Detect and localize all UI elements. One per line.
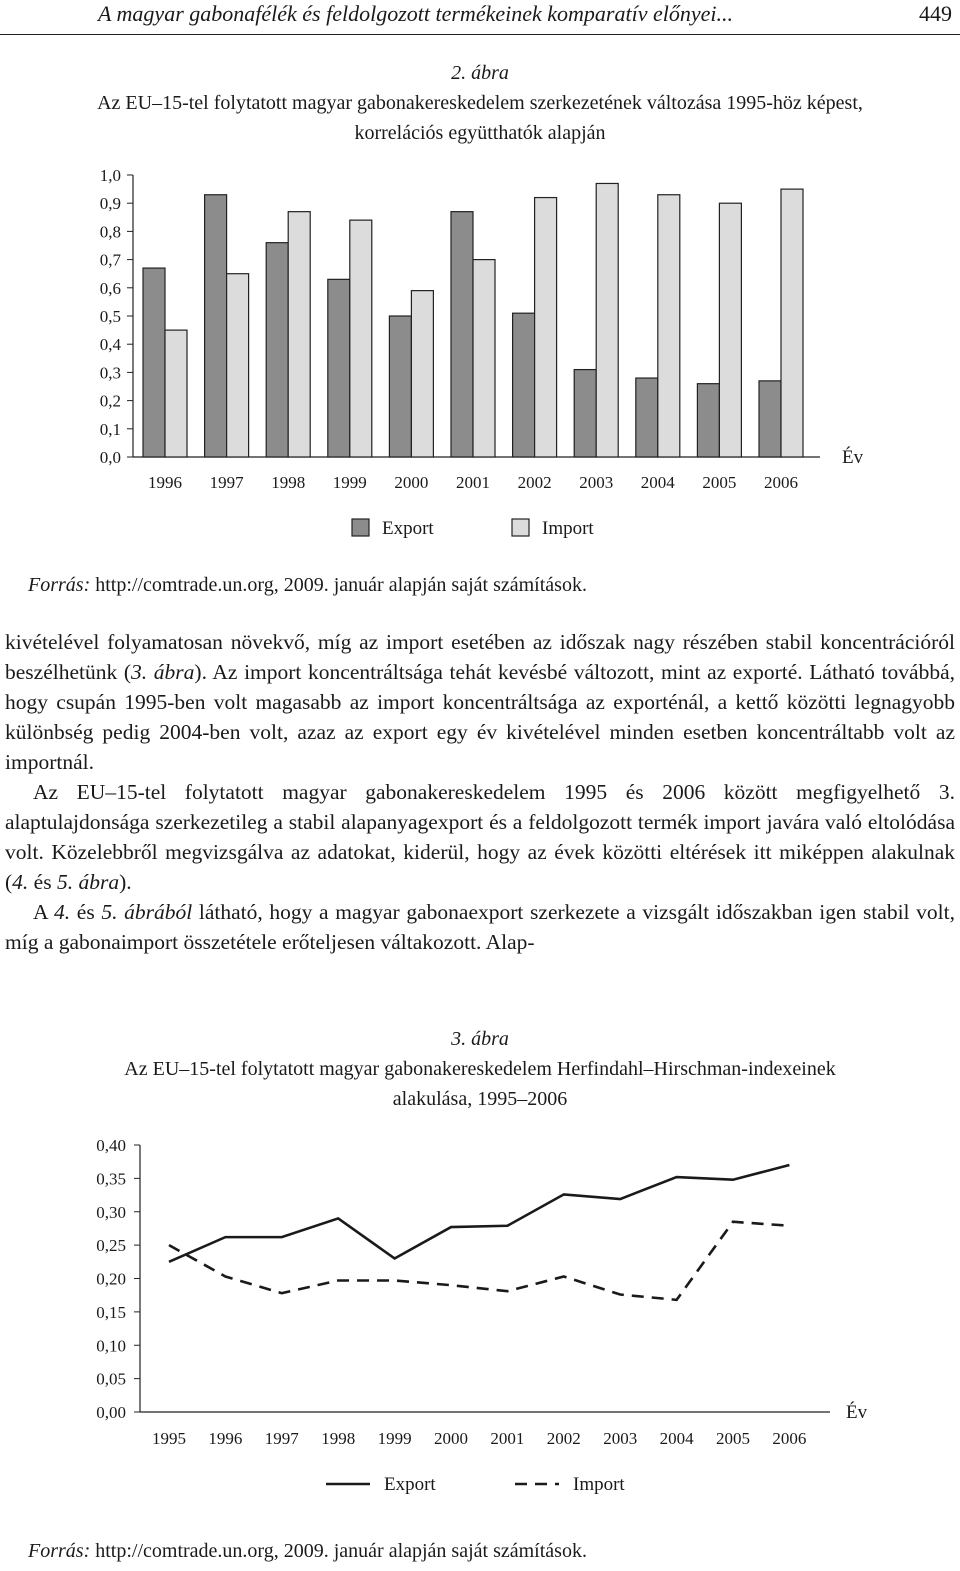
paragraph-3-text-a: A [33, 900, 54, 924]
bar-import [596, 183, 618, 457]
x-tick-label: 2006 [764, 473, 798, 492]
x-tick-label: 2006 [772, 1429, 807, 1448]
x-tick-label: 2003 [603, 1429, 638, 1448]
legend-label-import: Import [573, 1474, 625, 1495]
paragraph-2 [5, 777, 955, 897]
y-tick-label: 0,35 [96, 1169, 126, 1189]
figure3-source-text: http://comtrade.un.org, 2009. január alapján saját számítások. [95, 1540, 587, 1562]
figure2-caption [0, 58, 960, 148]
x-tick-label: 2000 [394, 473, 429, 492]
x-tick-label: 2002 [546, 1429, 581, 1448]
paragraph-2-text-b: ). [119, 870, 132, 894]
bar-export [328, 279, 350, 457]
x-tick-label: 2000 [434, 1429, 468, 1448]
bar-import [658, 195, 680, 457]
x-tick-label: 1997 [209, 473, 244, 492]
figure3-title-line1: Az EU–15-tel folytatott magyar gabonakereskedelem Herfindahl–Hirschman-indexeinek [124, 1058, 836, 1080]
y-tick-label: 0,00 [96, 1403, 126, 1422]
figure3-source-label: Forrás: [28, 1540, 91, 1562]
x-tick-label: 1997 [264, 1429, 299, 1448]
y-tick-label: 0,40 [96, 1136, 126, 1155]
paragraph-2-text-a: Az EU–15-tel folytatott magyar gabonakereskedelem 1995 és 2006 között megfigyelhető 3. alaptulajdonsága szerkezetileg a stabil alapanyagexport és a feldolgozott termék import javára való eltolódása volt. Közelebbről megvizsgálva az adatokat, kiderül, hogy az évek közötti eltérések itt miképpen alakulnak ( [5, 780, 955, 894]
y-tick-label: 0,25 [96, 1236, 126, 1256]
bar-export [451, 212, 473, 457]
y-tick-label: 0,0 [99, 448, 121, 467]
figure3-title-line2: alakulása, 1995–2006 [392, 1088, 568, 1110]
bar-import [227, 274, 249, 457]
paragraph-3 [5, 897, 955, 957]
series-line-export [169, 1165, 789, 1262]
paragraph-3-figure-ref-2: 5. ábrából [101, 900, 193, 924]
bar-import [411, 291, 433, 457]
x-tick-label: 1999 [377, 1429, 412, 1448]
bar-import [781, 189, 803, 457]
figure3-number: 3. ábra [451, 1028, 509, 1050]
series-line-import [169, 1222, 789, 1300]
y-tick-label: 0,5 [99, 307, 121, 326]
x-tick-label: 2004 [640, 473, 675, 492]
bar-import [473, 260, 495, 457]
y-tick-label: 0,8 [99, 222, 121, 242]
y-tick-label: 0,2 [99, 391, 121, 411]
x-tick-label: 1998 [271, 473, 306, 492]
x-tick-label: 1995 [152, 1429, 186, 1448]
running-header-title: A magyar gabonafélék és feldolgozott termékeinek komparatív előnyei... [98, 1, 733, 26]
y-tick-label: 0,9 [99, 194, 121, 214]
page-number: 449 [919, 1, 952, 26]
y-tick-label: 1,0 [99, 166, 121, 185]
bar-export [143, 268, 165, 457]
x-tick-label: 2005 [702, 473, 737, 492]
x-tick-label: 2003 [579, 473, 614, 492]
y-tick-label: 0,6 [99, 278, 121, 298]
bar-import [288, 212, 310, 457]
bar-export [205, 195, 227, 457]
y-tick-label: 0,10 [96, 1336, 126, 1356]
figure2-source-label: Forrás: [28, 574, 91, 596]
figure2-number: 2. ábra [451, 62, 509, 84]
paragraph-2-text-mid: és [28, 870, 57, 894]
figure3-line-chart [0, 1128, 960, 1508]
x-tick-label: 2001 [456, 473, 490, 492]
body-text [5, 627, 955, 957]
x-tick-label: 1996 [208, 1429, 243, 1448]
y-tick-label: 0,4 [99, 335, 121, 355]
x-axis-label: Év [842, 447, 864, 468]
bar-export [266, 243, 288, 457]
y-tick-label: 0,05 [96, 1369, 126, 1389]
running-header [0, 0, 960, 35]
legend-label-import: Import [542, 518, 594, 539]
paragraph-1-text-a: kivételével folyamatosan növekvő, míg az import esetében az időszak nagy részében stabil koncentrációról beszélhetünk ( [5, 630, 955, 684]
y-tick-label: 0,3 [99, 363, 121, 383]
legend-swatch-export [352, 519, 369, 536]
figure2-bar-chart [0, 160, 960, 550]
bar-import [535, 198, 557, 457]
bar-import [165, 330, 187, 457]
paragraph-1-text-b: ). Az import koncentráltsága tehát kevésbé változott, mint az exporté. Látható továbbá, hogy csupán 1995-ben volt magasabb az import koncentráltsága az exporténál, a kettő közötti legnagyobb különbség pedig 2004-ben volt, azaz az export egy év kivételével minden esetben koncentráltabb volt az importnál. [5, 660, 955, 774]
bar-export [636, 378, 658, 457]
x-tick-label: 2005 [716, 1429, 750, 1448]
x-axis-label: Év [846, 1402, 868, 1423]
y-tick-label: 0,15 [96, 1302, 126, 1322]
paragraph-1-figure-ref: 3. ábra [131, 660, 195, 684]
bar-export [389, 316, 411, 457]
paragraph-2-figure-ref-2: 5. ábra [56, 870, 120, 894]
bar-export [697, 384, 719, 457]
x-tick-label: 1996 [148, 473, 182, 492]
bar-export [574, 370, 596, 457]
paragraph-2-figure-ref-1: 4. [12, 870, 29, 894]
x-tick-label: 2004 [659, 1429, 694, 1448]
legend-swatch-import [512, 519, 529, 536]
legend-label-export: Export [384, 1474, 436, 1495]
bar-export [513, 313, 535, 457]
x-tick-label: 2001 [490, 1429, 525, 1448]
paragraph-1 [5, 627, 955, 777]
figure2-title-line1: Az EU–15-tel folytatott magyar gabonakereskedelem szerkezetének változása 1995-höz képest, [97, 92, 863, 114]
paragraph-3-text-mid: és [70, 900, 102, 924]
legend-label-export: Export [382, 518, 434, 539]
figure2-source [28, 574, 587, 597]
bar-export [759, 381, 781, 457]
x-tick-label: 1999 [332, 473, 367, 492]
x-tick-label: 1998 [321, 1429, 356, 1448]
figure2-source-text: http://comtrade.un.org, 2009. január alapján saját számítások. [95, 574, 587, 596]
figure3-source [28, 1540, 587, 1563]
y-tick-label: 0,7 [99, 250, 121, 270]
y-tick-label: 0,30 [96, 1202, 126, 1222]
bar-import [719, 203, 741, 457]
bar-import [350, 220, 372, 457]
paragraph-3-text-b: látható, hogy a magyar gabonaexport szerkezete a vizsgált időszakban igen stabil volt, míg a gabonaimport összetétele erőteljesen váltakozott. Alap- [5, 900, 955, 954]
x-tick-label: 2002 [517, 473, 552, 492]
y-tick-label: 0,20 [96, 1269, 126, 1289]
figure2-title-line2: korrelációs együtthatók alapján [354, 122, 606, 144]
paragraph-3-figure-ref-1: 4. [54, 900, 71, 924]
y-tick-label: 0,1 [99, 419, 121, 439]
figure3-caption [0, 1024, 960, 1114]
